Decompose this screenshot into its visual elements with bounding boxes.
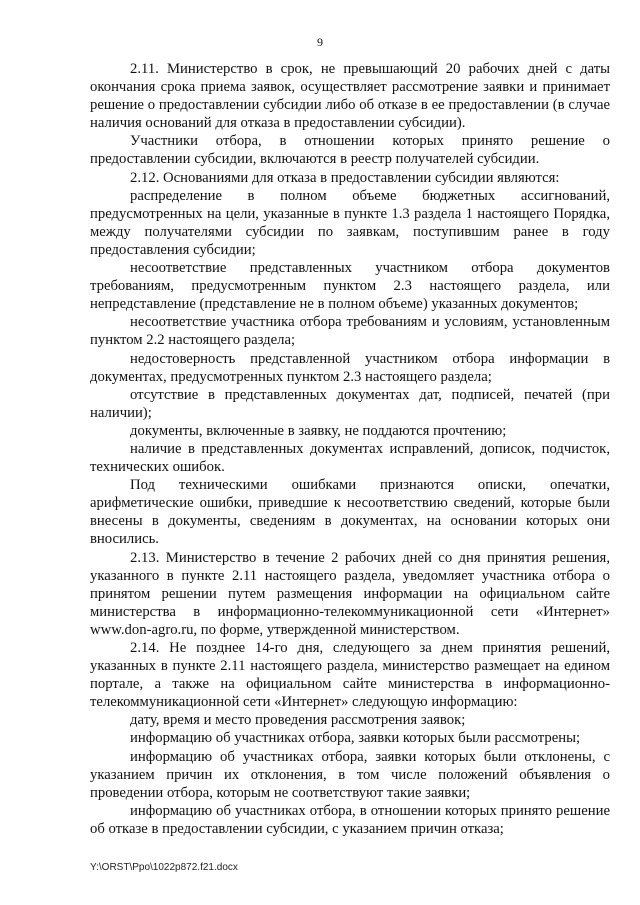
info-item-rejected: информацию об участниках отбора, заявки которых были отклонены, с указанием причин их отклонения, в том числе положений объявления о проведении отбора, которым не соответствуют такие заявки; bbox=[90, 748, 610, 801]
refusal-reason-unreadable: документы, включенные в заявку, не поддаются прочтению; bbox=[130, 422, 507, 439]
paragraph-2-11: 2.11. Министерство в срок, не превышающий 20 рабочих дней с даты окончания срока приема заявок, осуществляет рассмотрение заявки и принимает решение о предоставлении субсидии либо об отказе в ее предоставлении (в случае наличия оснований для отказа в предоставлении субсидии). bbox=[90, 61, 610, 132]
file-path-footer: Y:\ORST\Ppo\1022p872.f21.docx bbox=[90, 862, 238, 873]
refusal-reason-budget: распределение в полном объеме бюджетных ассигнований, предусмотренных на цели, указанные в пункте 1.3 раздела 1 настоящего Порядка, между получателями субсидии по заявкам, поступившим ранее в году предоставления субсидии; bbox=[90, 187, 610, 258]
paragraph-participants-registry: Участники отбора, в отношении которых принято решение о предоставлении субсидии, включаются в реестр получателей субсидии. bbox=[90, 133, 610, 168]
refusal-reason-inaccuracy: недостоверность представленной участником отбора информации в документах, предусмотренных пунктом 2.3 настоящего раздела; bbox=[90, 350, 610, 385]
page-number: 9 bbox=[317, 35, 323, 49]
refusal-reason-corrections: наличие в представленных документах исправлений, дописок, подчисток, технических ошибок. bbox=[90, 440, 610, 476]
info-item-reviewed: информацию об участниках отбора, заявки которых были рассмотрены; bbox=[130, 730, 581, 747]
technical-errors-definition: Под техническими ошибками признаются описки, опечатки, арифметические ошибки, приведшие к несоответствию сведений, которые были внесены в документы, сведениям в документах, на основании которых они вносились. bbox=[90, 477, 610, 548]
refusal-reason-requirements: несоответствие участника отбора требованиям и условиям, установленным пунктом 2.2 настоящего раздела; bbox=[90, 314, 610, 349]
refusal-reason-missing-signatures: отсутствие в представленных документах дат, подписей, печатей (при наличии); bbox=[90, 386, 610, 421]
refusal-reason-documents: несоответствие представленных участником отбора документов требованиям, предусмотренным пунктом 2.3 настоящего раздела, или непредставление (представление не в полном объеме) указанных документов; bbox=[90, 260, 610, 313]
info-item-date-time: дату, время и место проведения рассмотрения заявок; bbox=[130, 712, 466, 729]
paragraph-2-14: 2.14. Не позднее 14-го дня, следующего за днем принятия решений, указанных в пункте 2.11 настоящего раздела, министерство размещает на едином портале, а также на официальном сайте министерства в информационно-телекоммуникационной сети «Интернет» следующую информацию: bbox=[90, 640, 610, 711]
document-body bbox=[90, 60, 610, 838]
paragraph-2-12: 2.12. Основаниями для отказа в предоставлении субсидии являются: bbox=[130, 169, 560, 186]
info-item-refused: информацию об участниках отбора, в отношении которых принято решение об отказе в предоставлении субсидии, с указанием причин отказа; bbox=[90, 802, 610, 837]
paragraph-2-13: 2.13. Министерство в течение 2 рабочих дней со дня принятия решения, указанного в пункте 2.11 настоящего раздела, уведомляет участника отбора о принятом решении путем размещения информации на официальном сайте министерства в информационно-телекоммуникационной сети «Интернет» www.don-agro.ru, по форме, утвержденной министерством. bbox=[90, 549, 610, 638]
